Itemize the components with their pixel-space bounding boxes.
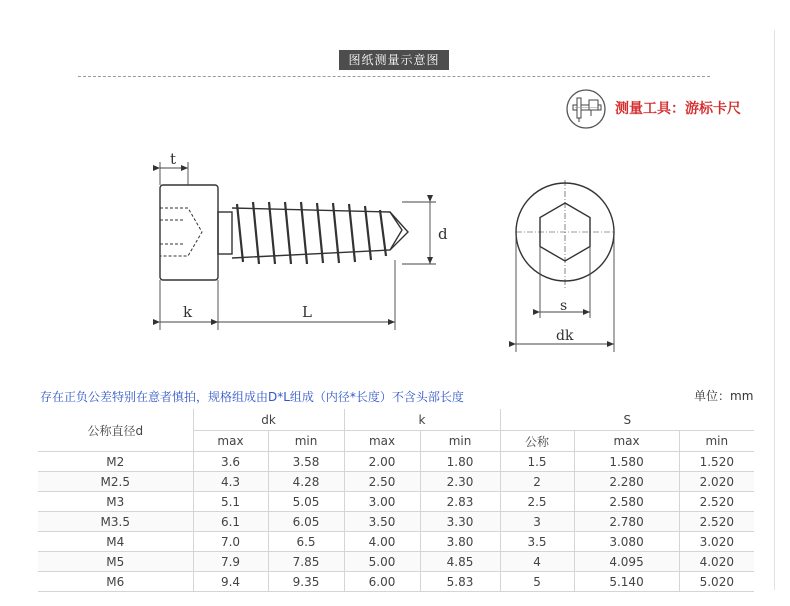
table-cell: 9.4 xyxy=(193,572,268,592)
table-row xyxy=(38,492,754,512)
table-cell: 5 xyxy=(500,572,574,592)
table-cell: 4 xyxy=(500,552,574,572)
table-cell: 4.3 xyxy=(193,472,268,492)
caliper-icon xyxy=(565,88,611,130)
table-row xyxy=(38,452,754,472)
table-cell: 4.095 xyxy=(574,552,679,572)
table-cell: 5.020 xyxy=(679,572,754,592)
table-cell: 2.00 xyxy=(344,452,420,472)
table-cell: 3.30 xyxy=(420,512,500,532)
right-border-line xyxy=(774,30,775,590)
subheader-s-max: max xyxy=(574,431,679,452)
table-row xyxy=(38,512,754,532)
unit-label: 单位：mm xyxy=(694,389,754,403)
table-cell: M3.5 xyxy=(38,512,193,532)
table-cell: 3.58 xyxy=(268,452,344,472)
table-cell: 7.9 xyxy=(193,552,268,572)
table-cell: 4.020 xyxy=(679,552,754,572)
table-cell: 3.080 xyxy=(574,532,679,552)
table-cell: 2.83 xyxy=(420,492,500,512)
label-L: L xyxy=(302,303,312,321)
table-cell: 3.80 xyxy=(420,532,500,552)
table-cell: 6.5 xyxy=(268,532,344,552)
screw-side-view xyxy=(160,185,408,280)
drawing-title-badge: 图纸测量示意图 xyxy=(339,50,449,70)
table-cell: 5.05 xyxy=(268,492,344,512)
table-cell: 5.140 xyxy=(574,572,679,592)
spec-table xyxy=(38,409,754,592)
table-header-row xyxy=(38,409,754,431)
table-cell: 3.5 xyxy=(500,532,574,552)
table-cell: 1.520 xyxy=(679,452,754,472)
table-cell: 2.520 xyxy=(679,512,754,532)
table-cell: 9.35 xyxy=(268,572,344,592)
label-dk: dk xyxy=(556,328,574,344)
table-cell: 5.1 xyxy=(193,492,268,512)
table-cell: 2 xyxy=(500,472,574,492)
table-cell: 2.50 xyxy=(344,472,420,492)
table-cell: 7.85 xyxy=(268,552,344,572)
header-group-dk: dk xyxy=(193,409,344,431)
label-d: d xyxy=(438,225,448,243)
table-cell: 3.020 xyxy=(679,532,754,552)
table-cell: 2.280 xyxy=(574,472,679,492)
screw-technical-drawing xyxy=(140,140,630,355)
header-group-s: S xyxy=(500,409,754,431)
subheader-dk-max: max xyxy=(193,431,268,452)
table-row xyxy=(38,572,754,592)
table-cell: 4.00 xyxy=(344,532,420,552)
subheader-k-min: min xyxy=(420,431,500,452)
table-cell: 2.5 xyxy=(500,492,574,512)
dashed-divider xyxy=(78,76,710,77)
measuring-tool-label: 测量工具：游标卡尺 xyxy=(615,101,741,117)
header-nominal-diameter: 公称直径d xyxy=(38,409,193,452)
table-cell: 2.780 xyxy=(574,512,679,532)
table-cell: 4.85 xyxy=(420,552,500,572)
table-cell: 2.580 xyxy=(574,492,679,512)
table-cell: 3.50 xyxy=(344,512,420,532)
subheader-dk-min: min xyxy=(268,431,344,452)
table-cell: 2.020 xyxy=(679,472,754,492)
table-row xyxy=(38,472,754,492)
table-cell: M2 xyxy=(38,452,193,472)
screw-end-view xyxy=(516,180,614,288)
table-cell: M6 xyxy=(38,572,193,592)
label-k: k xyxy=(183,303,193,321)
table-cell: M2.5 xyxy=(38,472,193,492)
table-cell: 3 xyxy=(500,512,574,532)
table-cell: 1.5 xyxy=(500,452,574,472)
table-cell: 2.520 xyxy=(679,492,754,512)
table-cell: 2.30 xyxy=(420,472,500,492)
table-cell: 6.00 xyxy=(344,572,420,592)
table-cell: M4 xyxy=(38,532,193,552)
table-row xyxy=(38,532,754,552)
measuring-tool-banner xyxy=(565,88,750,130)
table-cell: 7.0 xyxy=(193,532,268,552)
table-row xyxy=(38,552,754,572)
table-cell: 6.1 xyxy=(193,512,268,532)
table-cell: 1.580 xyxy=(574,452,679,472)
tolerance-note: 存在正负公差特别在意者慎拍，规格组成由D*L组成（内径*长度）不含头部长度 xyxy=(40,390,464,404)
subheader-k-max: max xyxy=(344,431,420,452)
table-cell: M3 xyxy=(38,492,193,512)
table-cell: 4.28 xyxy=(268,472,344,492)
header-group-k: k xyxy=(344,409,500,431)
table-cell: 5.00 xyxy=(344,552,420,572)
table-cell: 3.00 xyxy=(344,492,420,512)
subheader-s-min: min xyxy=(679,431,754,452)
table-cell: 3.6 xyxy=(193,452,268,472)
label-t: t xyxy=(170,150,177,168)
table-cell: M5 xyxy=(38,552,193,572)
table-cell: 5.83 xyxy=(420,572,500,592)
table-cell: 6.05 xyxy=(268,512,344,532)
subheader-s-nominal: 公称 xyxy=(500,431,574,452)
label-s: s xyxy=(560,298,568,314)
table-cell: 1.80 xyxy=(420,452,500,472)
